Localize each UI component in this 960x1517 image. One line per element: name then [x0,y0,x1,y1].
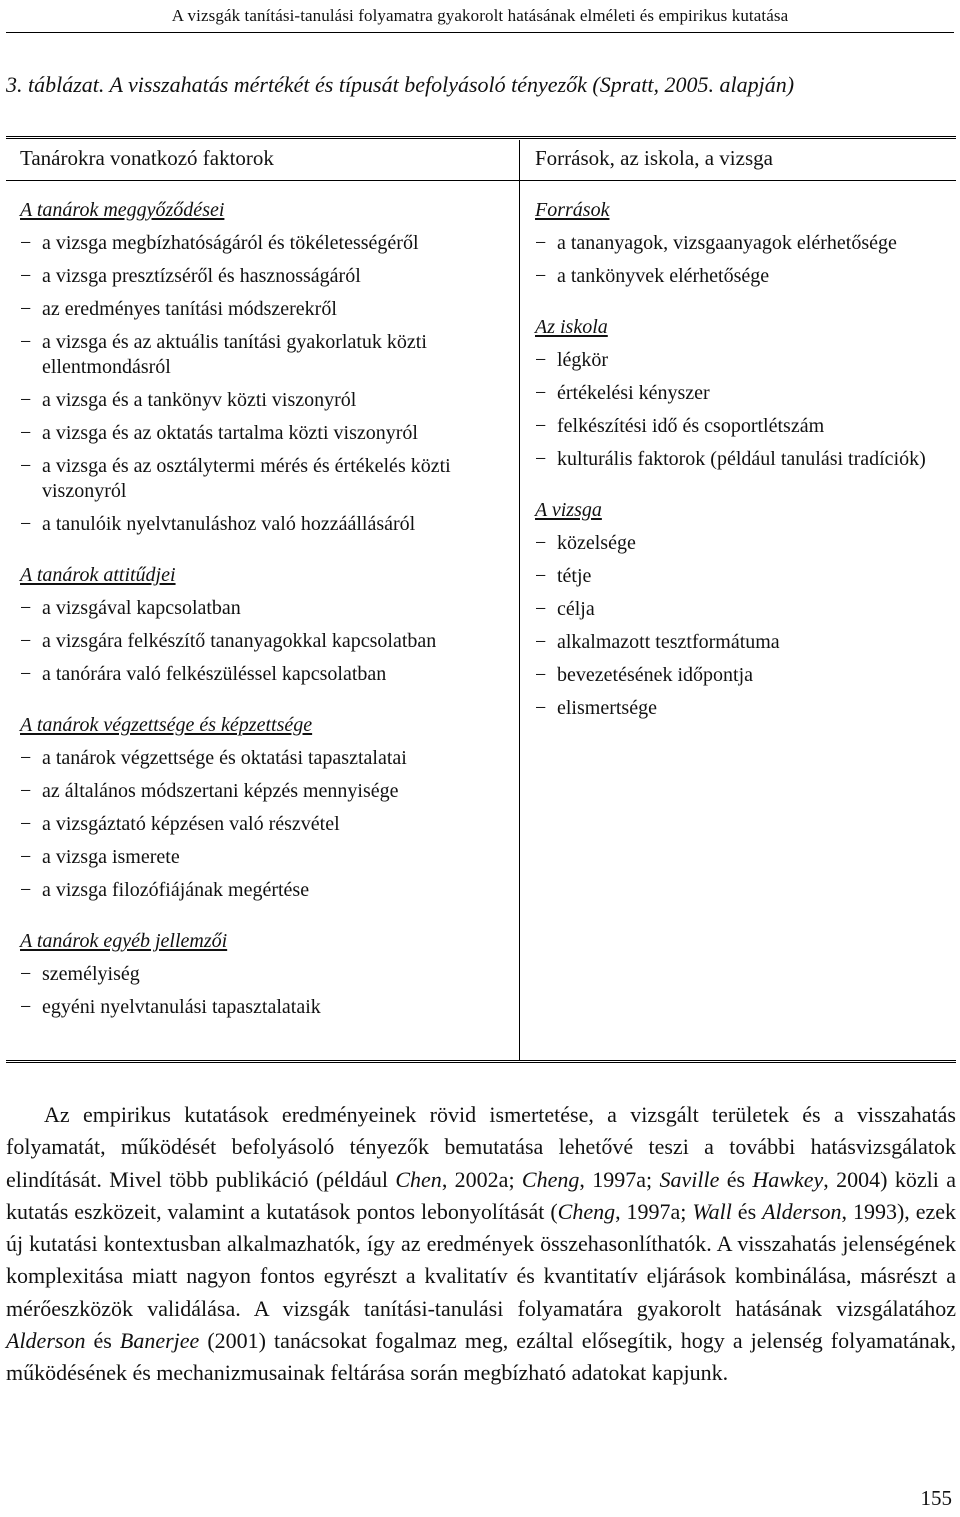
group-title: A vizsga [535,499,602,521]
citation-author: Alderson [762,1198,842,1224]
list-item-text: értékelési kényszer [557,382,710,404]
list-item-text: a vizsga és az oktatás tartalma közti viszonyról [42,422,418,444]
list-item [20,596,506,621]
dash-bullet: − [20,513,32,535]
list-item-text: légkör [557,349,609,371]
list-item [535,564,945,589]
group-title: A tanárok egyéb jellemzői [20,930,228,952]
page-number: 155 [920,1486,952,1510]
list-item [535,630,945,655]
list-item-text: a vizsga és az aktuális tanítási gyakorlatuk közti ellentmondásról [42,331,427,378]
list-item [535,231,945,256]
factor-group [20,929,506,1020]
citation-author: Alderson [6,1328,86,1354]
dash-bullet: − [535,697,547,719]
group-title: A tanárok attitűdjei [20,564,176,586]
factors-table [6,136,956,1063]
left-column [20,198,506,1046]
list-item [20,962,506,987]
right-column [535,198,945,747]
dash-bullet: − [20,331,32,353]
list-item [20,662,506,687]
column-divider [519,140,520,1060]
list-item [535,663,945,688]
list-item-text: a tananyagok, vizsgaanyagok elérhetősége [557,232,897,254]
list-item [20,629,506,654]
list-item-text: célja [557,598,595,620]
list-item [535,696,945,721]
list-item [20,454,506,504]
dash-bullet: − [20,422,32,444]
text-run: és [731,1198,763,1224]
table-top-rule [6,136,956,139]
dash-bullet: − [20,630,32,652]
table-bottom-rule [6,1060,956,1063]
list-item [535,447,945,472]
dash-bullet: − [20,389,32,411]
citation-author: Wall [692,1198,732,1224]
text-run: Az empirikus kutatások eredményeinek rövid ismertetése, a vizsgált területek és a visszahatás folyamatát, működését befolyásoló tényezők bemutatása lehetővé teszi a további hatásvizsgálatok elindítását. Mivel több publikáció (például [6,1102,956,1192]
list-item-text: a tanulóik nyelvtanuláshoz való hozzáállásáról [42,513,416,535]
dash-bullet: − [535,664,547,686]
list-item-text: felkészítési idő és csoportlétszám [557,415,825,437]
list-item-text: az általános módszertani képzés mennyisége [42,780,399,802]
factor-group [535,315,945,472]
dash-bullet: − [20,846,32,868]
list-item-text: a vizsgáztató képzésen való részvétel [42,813,340,835]
running-header: A vizsgák tanítási-tanulási folyamatra gyakorolt hatásának elméleti és empirikus kutatása [171,6,789,25]
list-item [20,231,506,256]
list-item [535,264,945,289]
list-item-text: alkalmazott tesztformátuma [557,631,780,653]
list-item-text: a vizsgára felkészítő tananyagokkal kapcsolatban [42,630,437,652]
dash-bullet: − [20,996,32,1018]
list-item-text: kulturális faktorok (például tanulási tradíciók) [557,448,926,470]
factor-group [535,498,945,721]
list-item [535,597,945,622]
dash-bullet: − [535,232,547,254]
list-item [20,388,506,413]
dash-bullet: − [20,265,32,287]
dash-bullet: − [535,448,547,470]
dash-bullet: − [20,298,32,320]
text-run: , 2004) közli a kutatás eszközeit, valamint a kutatások pontos lebonyolítását ( [6,1166,956,1224]
dash-bullet: − [20,232,32,254]
dash-bullet: − [535,349,547,371]
factor-group [20,563,506,687]
factor-group [535,198,945,289]
text-run: és [719,1166,753,1192]
right-column-header: Források, az iskola, a vizsga [535,146,773,170]
group-title: A tanárok meggyőződései [20,199,225,221]
text-run: , 1993), ezek új kutatási kontextusban alkalmazhatók, így az eredmények összehasonlíthatók. A visszahatás jelenségének komplexitása miatt nagyon fontos egyrészt a kvalitatív és kvantitatív eljárások kombinálása, másrészt a mérőeszközök validálása. A vizsgák tanítási-tanulási folyamatára gyakorolt hatásának vizsgálatához [6,1198,956,1321]
dash-bullet: − [535,631,547,653]
dash-bullet: − [535,532,547,554]
list-item-text: elismertsége [557,697,657,719]
group-title: A tanárok végzettsége és képzettsége [20,714,313,736]
list-item-text: az eredményes tanítási módszerekről [42,298,337,320]
dash-bullet: − [535,565,547,587]
list-item [20,779,506,804]
list-item-text: a tanórára való felkészüléssel kapcsolatban [42,663,387,685]
list-item-text: a vizsgával kapcsolatban [42,597,241,619]
dash-bullet: − [20,879,32,901]
citation-author: Chen [395,1166,442,1192]
dash-bullet: − [535,415,547,437]
list-item [20,297,506,322]
list-item-text: a vizsga filozófiájának megértése [42,879,310,901]
table-caption: 3. táblázat. A visszahatás mértékét és típusát befolyásoló tényezők (Spratt, 2005. alapján) [6,72,795,97]
dash-bullet: − [20,597,32,619]
left-column-header: Tanárokra vonatkozó faktorok [20,146,274,170]
list-item [20,746,506,771]
citation-author: Banerjee [119,1328,200,1354]
dash-bullet: − [535,265,547,287]
text-run: (2001) tanácsokat fogalmaz meg, ezáltal elősegítik, hogy a jelenség folyamatának, működésének és mechanizmusainak feltárása során megbízható adatokat kapjunk. [6,1328,956,1386]
list-item-text: a tanárok végzettsége és oktatási tapasztalatai [42,747,407,769]
dash-bullet: − [20,747,32,769]
list-item-text: a vizsga ismerete [42,846,180,868]
dash-bullet: − [20,455,32,477]
list-item-text: személyiség [42,963,140,985]
list-item [535,348,945,373]
list-item-text: bevezetésének időpontja [557,664,754,686]
list-item-text: egyéni nyelvtanulási tapasztalataik [42,996,321,1018]
list-item [20,421,506,446]
list-item [20,878,506,903]
list-item-text: a vizsga és az osztálytermi mérés és értékelés közti viszonyról [42,455,451,502]
text-run: , 1997a; [615,1198,693,1224]
list-item [535,381,945,406]
list-item-text: közelsége [557,532,636,554]
citation-author: Saville [659,1166,720,1192]
text-run: , 2002a; [441,1166,522,1192]
list-item-text: a vizsga presztízséről és hasznosságáról [42,265,361,287]
list-item [20,995,506,1020]
list-item [20,264,506,289]
group-title: Források [535,199,610,221]
list-item [20,512,506,537]
list-item [535,414,945,439]
text-run: , 1997a; [579,1166,660,1192]
citation-author: Cheng [521,1166,580,1192]
dash-bullet: − [20,663,32,685]
table-header-rule [6,180,956,181]
list-item-text: tétje [557,565,592,587]
dash-bullet: − [20,963,32,985]
paragraph-text [6,1099,956,1390]
list-item-text: a vizsga és a tankönyv közti viszonyról [42,389,357,411]
list-item-text: a vizsga megbízhatóságáról és tökéletességéről [42,232,419,254]
group-title: Az iskola [535,316,608,338]
header-rule [6,32,954,33]
list-item [20,845,506,870]
dash-bullet: − [535,382,547,404]
citation-author: Hawkey [752,1166,824,1192]
list-item [20,330,506,380]
citation-author: Cheng [557,1198,616,1224]
list-item-text: a tankönyvek elérhetősége [557,265,770,287]
dash-bullet: − [20,813,32,835]
factor-group [20,713,506,903]
list-item [20,812,506,837]
factor-group [20,198,506,537]
dash-bullet: − [20,780,32,802]
dash-bullet: − [535,598,547,620]
body-paragraph [6,1099,956,1390]
list-item [535,531,945,556]
text-run: és [85,1328,120,1354]
